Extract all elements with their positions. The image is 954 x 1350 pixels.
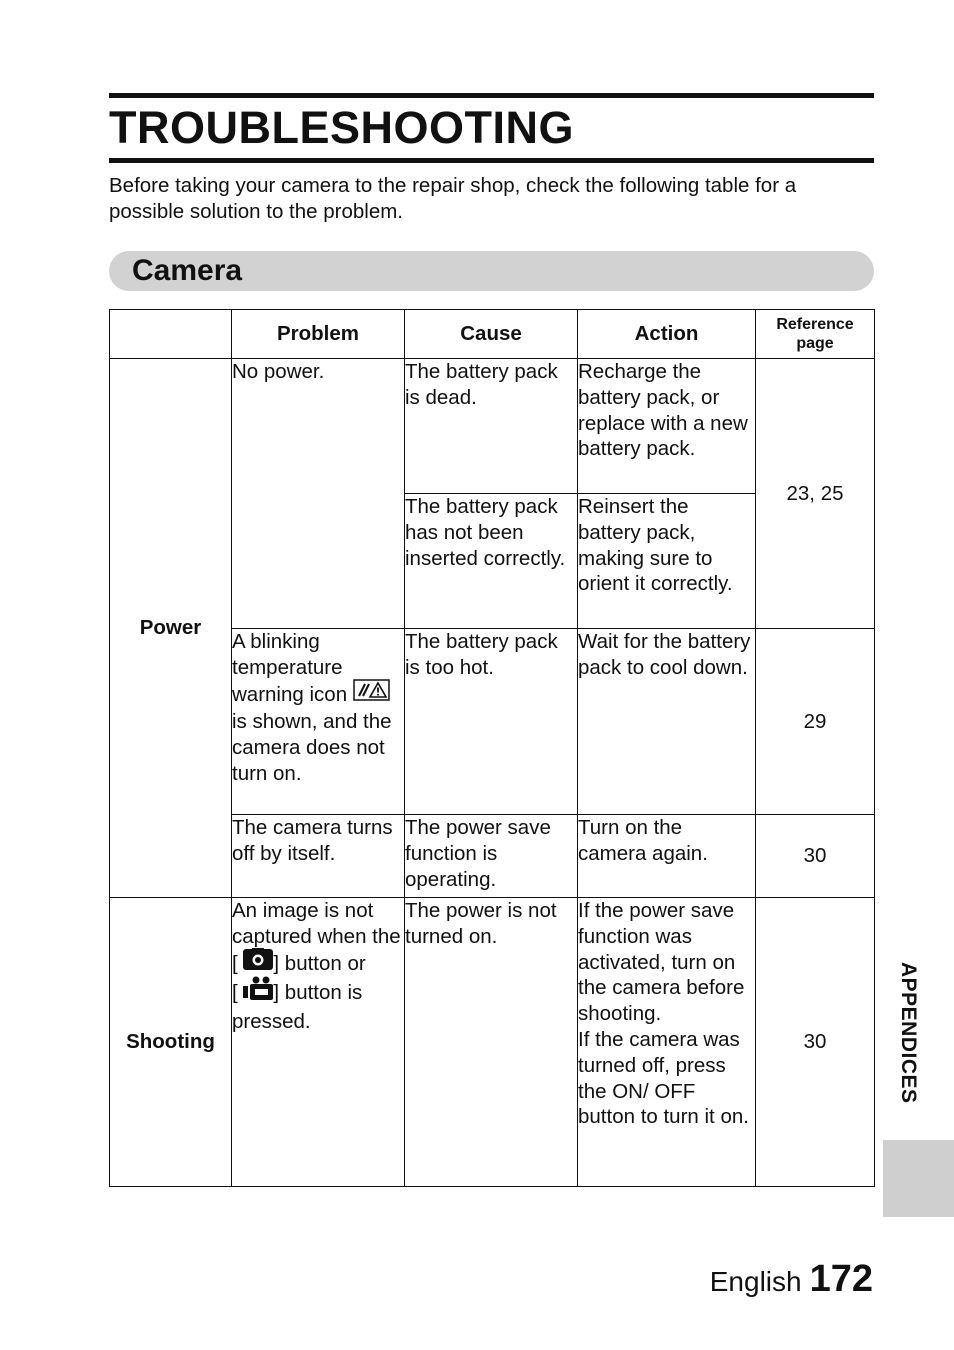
bracket-open-1: [ [232,951,238,975]
problem-shooting-text-2: ] button or [273,951,366,975]
page-title: TROUBLESHOOTING [109,102,574,153]
camera-shutter-icon [243,948,273,977]
problem-temperature-warning [232,629,405,815]
table-row [110,898,875,1187]
reference-no-power: 23, 25 [756,359,875,629]
action-turn-on-again: Turn on the camera again. [578,815,756,898]
problem-temperature-text-2: is shown, and the camera does not turn on. [232,710,392,785]
action-wait-cool-down: Wait for the battery pack to cool down. [578,629,756,815]
cause-power-not-on: The power is not turned on. [405,898,578,1187]
reference-turns-off: 30 [756,815,875,898]
problem-shooting-text-1: An image is not captured when the [232,899,401,948]
header-cause: Cause [405,310,578,359]
cause-battery-dead: The battery pack is dead. [405,359,578,494]
action-shooting-2: If the camera was turned off, press the ON/ OFF button to turn it on. [578,1027,749,1129]
table-row [110,359,875,494]
action-recharge-battery: Recharge the battery pack, or replace with a new battery pack. [578,359,756,494]
title-rule-bottom [109,158,874,163]
cause-battery-too-hot: The battery pack is too hot. [405,629,578,815]
problem-temperature-text-1: A blinking temperature warning icon [232,630,348,706]
page-number: 172 [809,1258,873,1300]
header-blank [110,310,232,359]
category-shooting: Shooting [110,898,232,1187]
reference-shooting: 30 [756,898,875,1187]
problem-no-power: No power. [232,359,405,629]
header-action: Action [578,310,756,359]
page-footer [710,1258,873,1301]
intro-paragraph: Before taking your camera to the repair shop, check the following table for a possible solution to the problem. [109,174,797,223]
appendices-side-tab: APPENDICES [897,962,920,1104]
cause-power-save: The power save function is operating. [405,815,578,898]
bracket-open-2: [ [232,981,238,1005]
temperature-warning-icon [353,679,390,708]
header-problem: Problem [232,310,405,359]
category-power: Power [110,359,232,898]
video-record-icon [243,976,273,1007]
action-shooting [578,898,756,1187]
side-tab-marker [883,1140,954,1217]
table-header-row [110,310,875,359]
header-reference-page: Reference page [756,310,875,359]
section-title: Camera [132,254,243,287]
section-header-bar [109,251,874,291]
problem-turns-off: The camera turns off by itself. [232,815,405,898]
troubleshooting-table [109,309,875,1187]
footer-language: English [709,1266,802,1297]
action-reinsert-battery: Reinsert the battery pack, making sure to orient it correctly. [578,494,756,629]
problem-shooting-text-3: ] button is pressed. [232,981,363,1034]
action-shooting-1: If the power save function was activated, turn on the camera before shooting. [578,899,745,1026]
reference-temperature: 29 [756,629,875,815]
problem-image-not-captured [232,898,405,1187]
cause-battery-not-inserted: The battery pack has not been inserted correctly. [405,494,578,629]
title-rule-top [109,93,874,98]
